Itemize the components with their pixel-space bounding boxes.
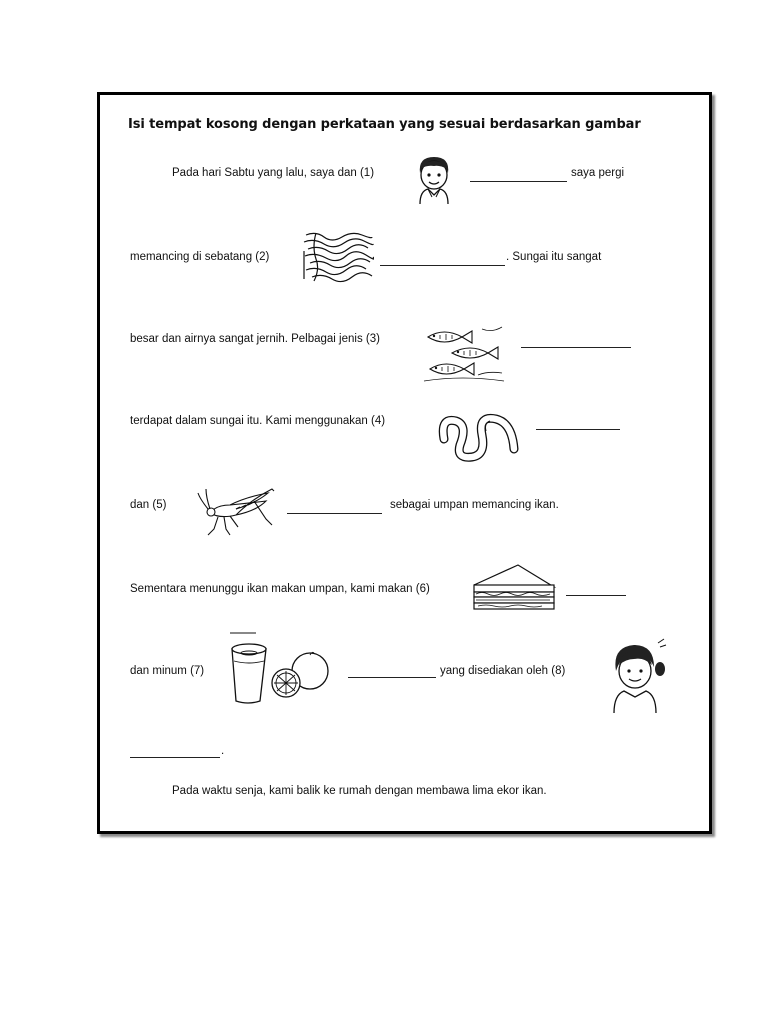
answer-blank-5[interactable] <box>287 513 382 514</box>
sentence-1-end: saya pergi <box>571 167 625 179</box>
juice-icon <box>226 631 338 707</box>
answer-blank-6[interactable] <box>566 595 626 596</box>
answer-blank-7[interactable] <box>348 677 436 678</box>
sentence-4-start: terdapat dalam sungai itu. Kami menggunakan (4) <box>130 415 386 427</box>
sentence-3-start: besar dan airnya sangat jernih. Pelbagai jenis (3) <box>130 333 380 345</box>
answer-blank-4[interactable] <box>536 429 620 430</box>
answer-blank-8[interactable] <box>130 757 220 758</box>
sentence-1-start: Pada hari Sabtu yang lalu, saya dan (1) <box>172 167 375 179</box>
answer-blank-3[interactable] <box>521 347 631 348</box>
sentence-5-end: sebagai umpan memancing ikan. <box>390 499 559 511</box>
sentence-6-start: Sementara menunggu ikan makan umpan, kami makan (6) <box>130 583 430 595</box>
answer-blank-1[interactable] <box>470 181 567 182</box>
sentence-7-end: yang disediakan oleh (8) <box>440 665 566 677</box>
worm-icon <box>434 409 526 465</box>
sandwich-icon <box>470 563 558 613</box>
girl-icon <box>608 635 668 715</box>
fish-icon <box>422 323 506 385</box>
grasshopper-icon <box>196 479 280 539</box>
closing-sentence: Pada waktu senja, kami balik ke rumah dengan membawa lima ekor ikan. <box>172 785 547 797</box>
worksheet-title: Isi tempat kosong dengan perkataan yang sesuai berdasarkan gambar <box>128 117 641 132</box>
sentence-2-start: memancing di sebatang (2) <box>130 251 270 263</box>
boy-icon <box>412 153 456 205</box>
sentence-2-end: . Sungai itu sangat <box>506 251 602 263</box>
sentence-7-start: dan minum (7) <box>130 665 205 677</box>
worksheet-frame <box>97 92 712 834</box>
sentence-5-start: dan (5) <box>130 499 167 511</box>
answer-blank-2[interactable] <box>380 265 505 266</box>
sentence-8-end: . <box>221 745 225 757</box>
river-icon <box>302 229 374 283</box>
